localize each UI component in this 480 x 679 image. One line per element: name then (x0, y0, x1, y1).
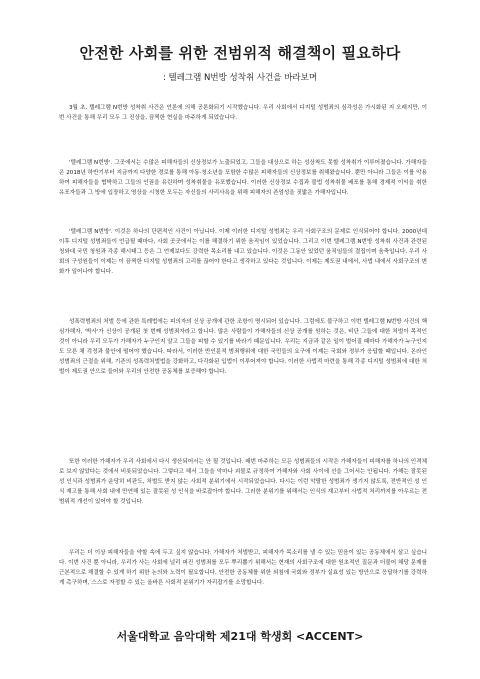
signature: 서울대학교 음악대학 제21대 학생회 <ACCENT> (116, 630, 364, 643)
body-paragraph-6: 우리는 더 이상 피해자들을 약할 속에 두고 싶지 않습니다. 가해자가 처벌받고, 피해자가 목소리를 낼 수 있는 믿음이 있는 공동체에서 살고 싶습니다. 이번 사건 뿐 아니라, 우리가 사는 사회에 널리 퍼진 성범죄를 모두 뿌리뽑기 위해서는 현재의 사회구조에 대한 원초적인 질문과 더불어 해당 문제를 근본적으로 해결할 수 있게 하기 위한 논의와 노력이 필요합니다. 안전한 공동체를 위한 외침에 국회와 정부가 실효성 있는 방안으로 응답하기를 강력하게 촉구하며, 스스로 자정할 수 있는 올바른 사회적 분위기가 자리잡기를 소망합니다. (59, 550, 427, 586)
document-title: 안전한 사회를 위한 전범위적 해결책이 필요하다 (79, 44, 401, 62)
document-subtitle: : 텔레그램 N번방 성착취 사건을 바라보며 (162, 73, 318, 83)
body-paragraph-4: 성폭력범죄의 처벌 등에 관한 특례법에는 피의자의 신상 공개에 관한 조항이 명시되어 있습니다. 그럼에도 불구하고 이번 텔레그램 N번방 사건의 핵심가해자, '박사'가 신상이 공개된 첫 번째 성범죄자라고 합니다. 많은 사람들이 가해자들의 신상 공개를 원하는 것은, 비단 그들에 대한 처벌이 목적인 것이 아니라 우리 모두가 가해자가 누구인지 알고 그들을 피할 수 있기를 바라기 때문입니다. 우리는 지금과 같은 일이 벌어질 때마다 가해자가 누구인지도 모른 채 걱정과 불안에 떨어야 했습니다. 따라서, 이러한 반인륜적 범죄행위에 대한 국민들의 요구에 이제는 국회와 정부가 응답할 때입니다. 온라인 성범죄의 근절을 위해, 기존의 성폭력처벌법을 강화하고, 다각화된 입법이 이루어져야 합니다. 이러한 사법적 마련을 통해 각종 디지털 성범죄에 대한 처벌이 제도권 안으로 들어와 우리의 안전한 공동체를 보증해야 합니다. (59, 319, 427, 375)
body-paragraph-5: 또한 이러한 가해자가 우리 사회에서 다시 생산되어서는 안 될 것입니다. 매번 마주하는 모든 성범죄들의 시작은 가해자들이 피해자를 하나의 인격체로 보지 않았다는 것에서 비롯되었습니다. 그렇다고 해서 그들을 악마나 괴물로 규정하여 가해자와 사회 사이에 선을 그어서는 안됩니다. 가해는 잘못된 성 인식과 성범죄가 운당히 비판도, 처벌도 받지 않는 사회적 분위기에서 시작되었습니다. 다시는 이런 악랄한 성범죄가 생기지 않도록, 전반적인 성 인식 재고를 통해 사회 내에 만연해 있는 잘못된 성 인식을 바로잡아야 합니다. 그러한 분위기를 위해서는 인식의 재고부터 사법적 처리까지를 아우르는 전범위적 개선이 있어야 할 것입니다. (59, 459, 427, 505)
body-paragraph-1: 3월 초, 텔레그램 N번방 성착취 사건은 언론에 의해 공론화되기 시작했습니다. 우리 사회에서 디지털 성범죄의 심각성은 가시화된 지 오래지만, 이번 사건을 통해 우리 모두 그 진상을, 끔찍한 현실을 마주하게 되었습니다. (59, 105, 427, 121)
body-paragraph-3: '텔레그램 N번방'. 이것은 하나의 단편적인 사건이 아닙니다. 이제 이러한 디지털 성범죄는 우리 사회구조의 문제로 인식되어야 합니다. 2000년대 이후 디지털 성범죄들이 언급될 때마다, 사회 곳곳에서는 이를 해결하기 위한 움직임이 있었습니다. 그리고 이번 텔레그램 N번방 성착취 사건과 관련된 청와대 국민 청원과 각종 해시태그 등은 그 언제보다도 강력한 목소리를 내고 있습니다. 이것은 그동안 있었던 움직임들의 결집이며 움축입니다. 우리 사회의 구성원들이 이제는 이 끔찍한 디지털 성범죄의 고리를 끊어야 한다고 생각하고 있다는 것입니다. 이제는 제도권 내에서, 사법 내에서 사회구조의 변화가 일어나야 합니다. (59, 229, 427, 275)
body-paragraph-2: '텔레그램 N번방'. 그곳에서는 수많은 피해자들의 신상정보가 노출되었고, 그들을 대상으로 하는 성상착도 못할 성착취가 이루어졌습니다. 가해자들은 2018년 하반기부터 지금까지 다양한 경로를 통해 아동·청소년을 포함한 수많은 피해자들의 신상정보를 취해왔습니다. 뿐만 아니라 그들은 이를 악용하여 피해자들을 협박하고 그들의 인권을 유린하며 성착취물을 유포했습니다. 이러한 신상정보 수집과 불법 성착취물 배포를 통해 경제적 이익을 취한 유포자들과 그 방에 입장하고 영상을 시청한 모두는 자신들의 사리사욕을 위해 피해자의 존엄성을 짓밟은 가해자입니다. (59, 160, 427, 196)
